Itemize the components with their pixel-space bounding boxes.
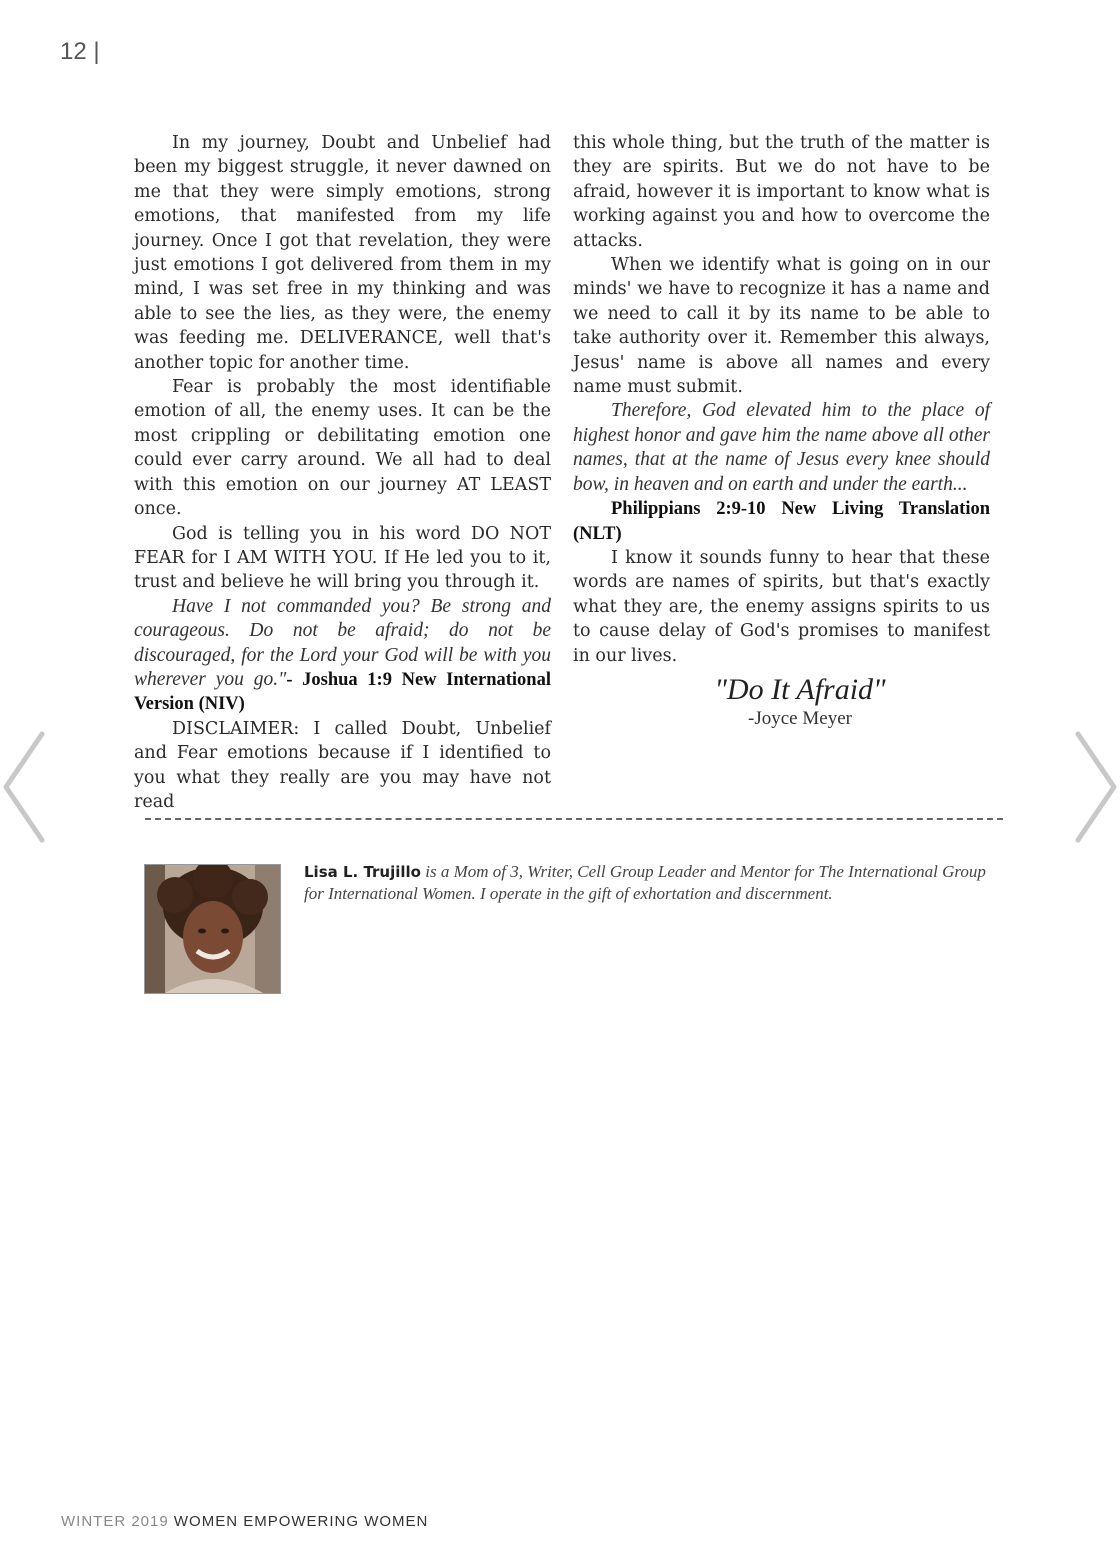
scripture-quote-text: Have I not commanded you? Be strong and courageous. Do not be afraid; do not be discouraged, for the Lord your God will be with you wherever you go."	[134, 595, 551, 690]
scripture-citation: - Joshua 1:9 New International Version (NIV)	[134, 669, 551, 715]
page-number: 12 |	[60, 38, 100, 65]
pull-quote-text: "Do It Afraid"	[714, 673, 886, 706]
article-paragraph: Fear is probably the most identifiable emotion of all, the enemy uses. It can be the most crippling or debilitating emotion one could ever carry around. We all had to deal with this emotion on our journey AT LEAST once.	[134, 377, 551, 520]
article-left-column	[134, 131, 551, 814]
scripture-citation: Philippians 2:9-10 New Living Translation (NLT)	[573, 499, 990, 544]
author-portrait-illustration	[145, 865, 280, 993]
author-name: Lisa L. Trujillo	[304, 863, 421, 881]
footer-issue: WINTER 2019	[61, 1513, 169, 1530]
author-bio-text: is a Mom of 3, Writer, Cell Group Leader and Mentor for The International Group for International Women. I operate in the gift of exhortation and discernment.	[304, 862, 986, 903]
next-page-button[interactable]	[1072, 728, 1120, 846]
scripture-quote	[134, 595, 551, 717]
footer-magazine-title: WOMEN EMPOWERING WOMEN	[173, 1513, 429, 1530]
article-paragraph: I know it sounds funny to hear that these words are names of spirits, but that's exactly what they are, the enemy assigns spirits to us to cause delay of God's promises to manifest in our lives.	[573, 547, 990, 666]
author-bio	[304, 861, 994, 905]
page-footer	[61, 1513, 428, 1530]
pull-quote-author: -Joyce Meyer	[748, 708, 852, 729]
chevron-right-icon	[1072, 728, 1120, 846]
article-paragraph: DISCLAIMER: I called Doubt, Unbelief and Fear emotions because if I identified to you what they really are you may have not read	[134, 718, 551, 812]
article-paragraph: In my journey, Doubt and Unbelief had been my biggest struggle, it never dawned on me that they were simply emotions, strong emotions, that manifested from my life journey. Once I got that revelation, they were just emotions I got delivered from them in my mind, I was set free in my thinking and was able to see the lies, as they were, the enemy was feeding me. DELIVERANCE, well that's another topic for another time.	[134, 133, 551, 373]
previous-page-button[interactable]	[0, 728, 48, 846]
article-paragraph: this whole thing, but the truth of the matter is they are spirits. But we do not have to be afraid, however it is important to know what is working against you and how to overcome the attacks.	[573, 133, 990, 251]
author-photo	[144, 864, 281, 994]
chevron-left-icon	[0, 728, 48, 846]
article-paragraph: When we identify what is going on in our minds' we have to recognize it has a name and we need to call it by its name to be able to take authority over it. Remember this always, Jesus' name is above all names and every name must submit.	[573, 255, 990, 398]
section-divider	[145, 818, 1003, 820]
scripture-quote-text: Therefore, God elevated him to the place of highest honor and gave him the name above all other names, that at the name of Jesus every knee should bow, in heaven and on earth and under the earth...	[573, 400, 990, 495]
pull-quote	[640, 672, 960, 730]
article-right-column	[573, 131, 990, 668]
article-paragraph: God is telling you in his word DO NOT FEAR for I AM WITH YOU. If He led you to it, trust and believe he will bring you through it.	[134, 523, 551, 593]
